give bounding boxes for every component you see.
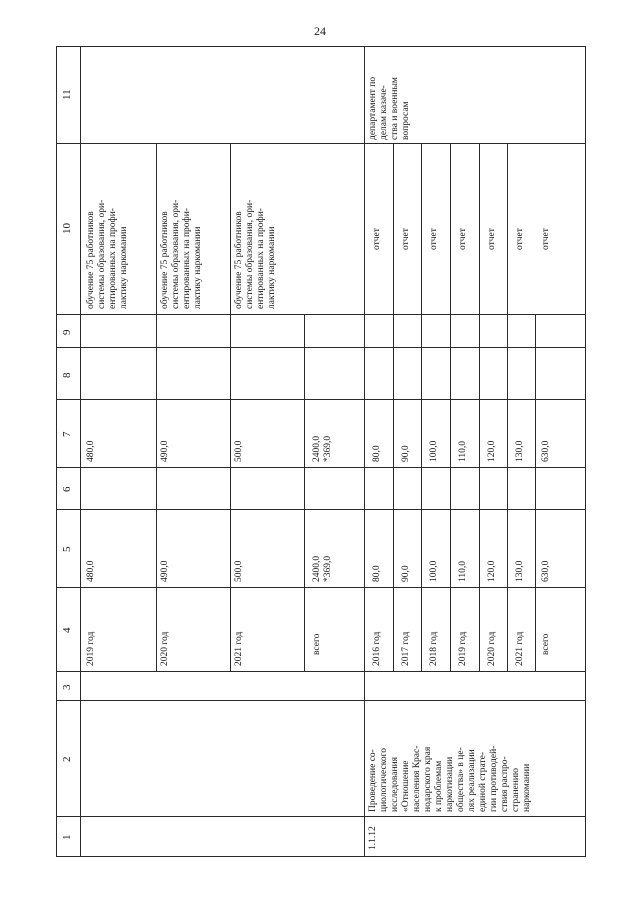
value-col7: 500,0: [234, 440, 244, 462]
year-cell: 2017 год: [401, 631, 411, 666]
year-cell: 2016 год: [372, 631, 382, 666]
col-header-11: 11: [61, 89, 73, 100]
col10-report: отчет: [541, 228, 551, 250]
col10-text: обучение 75 работников системы образования, ори- ентированных на профи- лактику наркомании: [86, 199, 129, 309]
col10-report: отчет: [487, 228, 497, 250]
col-header-7: 7: [61, 431, 73, 437]
col10-report: отчет: [372, 228, 382, 250]
col-header-6: 6: [61, 486, 73, 492]
col-header-5: 5: [61, 546, 73, 552]
value-col7: 630,0: [541, 440, 551, 462]
value-col5: 490,0: [160, 560, 170, 582]
value-col5: 120,0: [487, 560, 497, 582]
value-col7: 90,0: [401, 445, 411, 462]
item-number: 1.1.12: [368, 826, 378, 850]
value-col5: 630,0: [541, 560, 551, 582]
value-col5: 100,0: [429, 560, 439, 582]
col10-text: обучение 75 работников системы образования, ори- ентированных на профи- лактику наркомании: [234, 199, 277, 309]
value-col5: 110,0: [458, 560, 468, 582]
page-number: 24: [314, 24, 326, 38]
col-header-1: 1: [61, 834, 73, 840]
value-col7: 80,0: [372, 445, 382, 462]
col-header-2: 2: [61, 756, 73, 762]
value-col7: 490,0: [160, 440, 170, 462]
total-col5: 2400,0 *369,0: [312, 555, 333, 582]
value-col5: 130,0: [515, 560, 525, 582]
col10-report: отчет: [429, 228, 439, 250]
col10-report: отчет: [401, 228, 411, 250]
col10-text: обучение 75 работников системы образования, ори- ентированных на профи- лактику наркомании: [160, 199, 203, 309]
value-col7: 120,0: [487, 440, 497, 462]
col-header-3: 3: [61, 684, 73, 690]
col10-report: отчет: [458, 228, 468, 250]
year-cell: 2021 год: [515, 631, 525, 666]
value-col5: 80,0: [372, 565, 382, 582]
value-col5: 480,0: [86, 560, 96, 582]
year-cell: 2020 год: [487, 631, 497, 666]
year-cell: 2018 год: [429, 631, 439, 666]
value-col5: 500,0: [234, 560, 244, 582]
col-header-10: 10: [61, 223, 73, 234]
value-col7: 110,0: [458, 440, 468, 462]
total-label: всего: [541, 633, 551, 655]
value-col7: 100,0: [429, 440, 439, 462]
year-cell: 2019 год: [458, 631, 468, 666]
col-header-4: 4: [61, 627, 73, 633]
year-cell: 2021 год: [234, 631, 244, 666]
value-col7: 130,0: [515, 440, 525, 462]
total-col7: 2400,0 *369,0: [312, 435, 333, 462]
col10-report: отчет: [515, 228, 525, 250]
value-col5: 90,0: [401, 565, 411, 582]
item-executor: департамент по делам казаче- ства и военным вопросам: [368, 76, 411, 140]
item-title: Проведение со- циологического исследования «Отношение населения Крас- нодарского края к проблемам наркотизации общества» в це- лях реализации единой страте- гии противодей- ствия распро- странению наркомании: [368, 745, 532, 812]
year-cell: 2019 год: [86, 631, 96, 666]
col-header-8: 8: [61, 372, 73, 378]
col-header-9: 9: [61, 329, 73, 335]
year-cell: 2020 год: [160, 631, 170, 666]
value-col7: 480,0: [86, 440, 96, 462]
total-label: всего: [312, 633, 322, 655]
